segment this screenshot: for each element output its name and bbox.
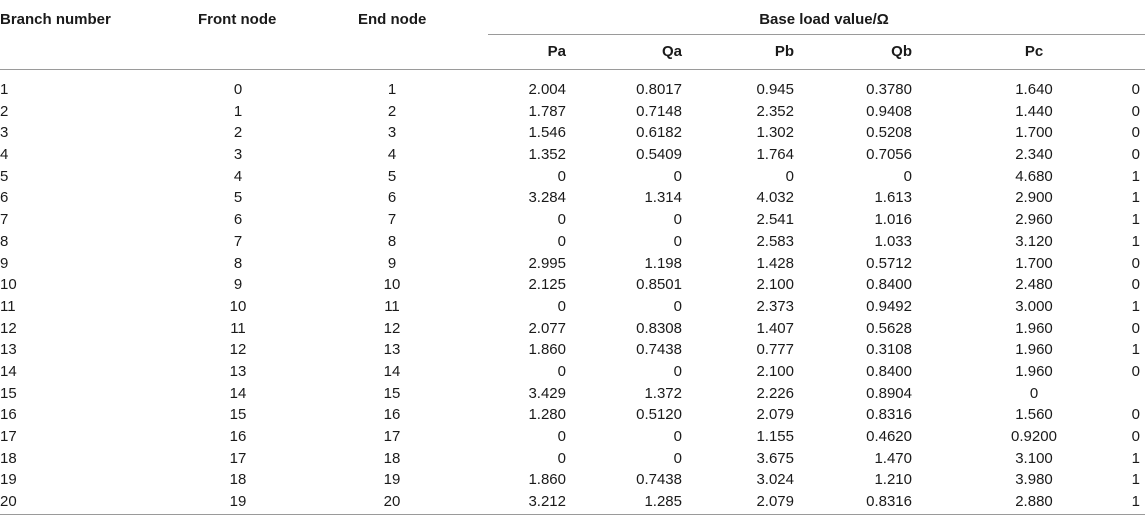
cell-branch-number: 20: [0, 493, 17, 511]
cell-end-node: 6: [387, 189, 397, 207]
cell-end-node: 5: [387, 167, 397, 185]
cell-pb: 4.032: [756, 189, 794, 207]
cell-qa: 0.5409: [636, 146, 682, 164]
cell-qb: 0.8400: [866, 276, 912, 294]
table-row: [0, 188, 1145, 210]
cell-extra: 0: [1131, 254, 1140, 272]
cell-front-node: 9: [233, 276, 243, 294]
cell-front-node: 7: [233, 232, 243, 250]
cell-pc: 3.000: [1015, 297, 1053, 315]
cell-extra: 0: [1131, 362, 1140, 380]
cell-branch-number: 13: [0, 341, 17, 359]
cell-pa: 3.429: [528, 384, 566, 402]
cell-pc: 0.9200: [1011, 428, 1057, 445]
group-underline: [488, 34, 1145, 35]
cell-extra: 0: [1131, 102, 1140, 120]
header-front-node: Front node: [198, 11, 277, 28]
cell-pc: 1.560: [1015, 406, 1053, 424]
cell-qa: 0.7438: [636, 471, 682, 489]
table-row: [0, 210, 1145, 232]
cell-branch-number: 2: [0, 102, 9, 120]
cell-qa: 0.8017: [636, 81, 682, 98]
cell-qb: 0.8316: [866, 493, 912, 511]
table-row: [0, 470, 1145, 492]
cell-front-node: 14: [229, 384, 247, 402]
cell-end-node: 7: [387, 211, 397, 229]
cell-end-node: 19: [383, 471, 401, 489]
table-row: [0, 384, 1145, 406]
cell-pa: 0: [557, 428, 566, 445]
cell-qb: 0.8400: [866, 362, 912, 380]
cell-qa: 0: [673, 428, 682, 445]
cell-branch-number: 9: [0, 254, 9, 272]
cell-extra: 0: [1131, 124, 1140, 142]
cell-pc: 1.700: [1015, 124, 1053, 142]
cell-qb: 1.016: [874, 211, 912, 229]
cell-qa: 1.285: [644, 493, 682, 511]
cell-branch-number: 7: [0, 211, 9, 229]
cell-extra: 1: [1131, 297, 1140, 315]
cell-branch-number: 4: [0, 146, 9, 164]
cell-qa: 1.314: [644, 189, 682, 207]
cell-front-node: 3: [233, 146, 243, 164]
table-row: [0, 427, 1145, 449]
cell-qa: 0: [673, 167, 682, 185]
cell-qa: 0: [673, 362, 682, 380]
cell-pa: 0: [557, 297, 566, 315]
cell-pb: 1.428: [756, 254, 794, 272]
cell-pb: 2.541: [756, 211, 794, 229]
cell-qa: 0: [673, 297, 682, 315]
cell-branch-number: 8: [0, 232, 9, 250]
table-row: [0, 405, 1145, 427]
cell-qa: 0.5120: [636, 406, 682, 424]
table-row: [0, 80, 1145, 102]
cell-front-node: 19: [229, 493, 247, 511]
cell-front-node: 1: [233, 102, 243, 120]
cell-end-node: 16: [383, 406, 401, 424]
cell-branch-number: 10: [0, 276, 17, 294]
cell-front-node: 11: [230, 319, 246, 337]
cell-pa: 1.787: [528, 102, 566, 120]
cell-front-node: 16: [229, 428, 247, 445]
cell-pb: 1.764: [756, 146, 794, 164]
cell-qb: 0.4620: [866, 428, 912, 445]
cell-pb: 2.100: [756, 362, 794, 380]
cell-pa: 2.995: [528, 254, 566, 272]
table-row: [0, 232, 1145, 254]
cell-pb: 1.302: [756, 124, 794, 142]
cell-front-node: 15: [229, 406, 247, 424]
cell-pb: 0: [785, 167, 794, 185]
cell-qb: 0.5208: [866, 124, 912, 142]
cell-qb: 0.8904: [866, 384, 912, 402]
cell-pb: 2.373: [756, 297, 794, 315]
cell-pb: 2.352: [756, 102, 794, 120]
cell-pc: 2.340: [1015, 146, 1053, 164]
cell-extra: 1: [1131, 189, 1140, 207]
cell-pb: 2.100: [756, 276, 794, 294]
table-body: [0, 80, 1145, 514]
cell-pb: 0.777: [756, 341, 794, 359]
cell-extra: 0: [1131, 146, 1140, 164]
cell-end-node: 9: [387, 254, 397, 272]
cell-end-node: 13: [383, 341, 401, 359]
cell-end-node: 2: [387, 102, 397, 120]
cell-pc: 3.120: [1015, 232, 1053, 250]
cell-pb: 3.024: [756, 471, 794, 489]
cell-qa: 0: [673, 232, 682, 250]
cell-pc: 1.640: [1015, 81, 1053, 98]
cell-end-node: 11: [384, 297, 400, 315]
cell-pa: 2.004: [528, 81, 566, 98]
cell-pa: 0: [557, 232, 566, 250]
table-row: [0, 492, 1145, 514]
cell-extra: 0: [1131, 81, 1140, 98]
cell-branch-number: 17: [0, 428, 17, 445]
cell-end-node: 17: [383, 428, 401, 445]
cell-pc: 3.980: [1015, 471, 1053, 489]
table-row: [0, 167, 1145, 189]
cell-pb: 2.226: [756, 384, 794, 402]
cell-qa: 0: [673, 449, 682, 467]
cell-pa: 0: [557, 167, 566, 185]
cell-end-node: 20: [383, 493, 401, 511]
cell-qb: 0.8316: [866, 406, 912, 424]
table-row: [0, 145, 1145, 167]
cell-pc: 3.100: [1015, 449, 1053, 467]
cell-end-node: 18: [383, 449, 401, 467]
cell-pc: 2.900: [1015, 189, 1053, 207]
cell-end-node: 14: [383, 362, 401, 380]
cell-pa: 1.860: [528, 471, 566, 489]
cell-pa: 0: [557, 449, 566, 467]
cell-front-node: 4: [233, 167, 243, 185]
cell-qb: 1.470: [874, 449, 912, 467]
cell-pc: 1.960: [1015, 341, 1053, 359]
cell-pa: 3.284: [528, 189, 566, 207]
cell-extra: 1: [1131, 341, 1140, 359]
cell-pa: 1.280: [528, 406, 566, 424]
cell-qb: 0.5712: [866, 254, 912, 272]
cell-front-node: 18: [229, 471, 247, 489]
cell-branch-number: 14: [0, 362, 17, 380]
cell-qb: 0.9408: [866, 102, 912, 120]
cell-extra: 0: [1131, 428, 1140, 445]
cell-qb: 1.613: [874, 189, 912, 207]
cell-branch-number: 1: [0, 81, 9, 98]
header-bottom-rule: [0, 69, 1145, 70]
cell-pb: 2.079: [756, 406, 794, 424]
cell-pc: 1.960: [1015, 319, 1053, 337]
cell-pc: 4.680: [1015, 167, 1053, 185]
cell-extra: 1: [1131, 232, 1140, 250]
cell-qa: 1.372: [644, 384, 682, 402]
cell-end-node: 8: [387, 232, 397, 250]
cell-qb: 0.3108: [866, 341, 912, 359]
cell-branch-number: 6: [0, 189, 9, 207]
cell-end-node: 12: [383, 319, 401, 337]
cell-pb: 3.675: [756, 449, 794, 467]
cell-qb: 0.9492: [866, 297, 912, 315]
table-row: [0, 102, 1145, 124]
cell-pa: 1.546: [528, 124, 566, 142]
cell-extra: 0: [1131, 276, 1140, 294]
cell-pc: 2.480: [1015, 276, 1053, 294]
cell-qb: 0: [903, 167, 912, 185]
cell-pa: 3.212: [528, 493, 566, 511]
cell-branch-number: 11: [0, 297, 16, 315]
header-base-load-group: Base load value/Ω: [759, 11, 889, 28]
table-row: [0, 340, 1145, 362]
cell-pb: 2.583: [756, 232, 794, 250]
cell-pa: 2.077: [528, 319, 566, 337]
cell-qa: 0.7438: [636, 341, 682, 359]
cell-front-node: 5: [233, 189, 243, 207]
cell-qb: 0.3780: [866, 81, 912, 98]
cell-pb: 0.945: [756, 81, 794, 98]
cell-branch-number: 5: [0, 167, 9, 185]
cell-qb: 0.7056: [866, 146, 912, 164]
table-row: [0, 449, 1145, 471]
header-qa: Qa: [661, 43, 682, 60]
cell-branch-number: 12: [0, 319, 17, 337]
table-row: [0, 254, 1145, 276]
header-qb: Qb: [891, 43, 912, 60]
header-pb: Pb: [774, 43, 794, 60]
cell-pc: 1.440: [1015, 102, 1053, 120]
cell-branch-number: 18: [0, 449, 17, 467]
cell-pa: 2.125: [528, 276, 566, 294]
cell-end-node: 3: [387, 124, 397, 142]
cell-front-node: 17: [229, 449, 247, 467]
cell-end-node: 1: [387, 81, 397, 98]
cell-end-node: 10: [383, 276, 401, 294]
header-pc: Pc: [1024, 43, 1044, 60]
cell-pb: 1.155: [756, 428, 794, 445]
cell-pc: 1.700: [1015, 254, 1053, 272]
cell-front-node: 8: [233, 254, 243, 272]
cell-front-node: 10: [229, 297, 247, 315]
cell-end-node: 15: [383, 384, 401, 402]
cell-branch-number: 15: [0, 384, 17, 402]
cell-pc: 1.960: [1015, 362, 1053, 380]
table-bottom-rule: [0, 514, 1145, 515]
table-header: [0, 0, 1145, 70]
cell-extra: 1: [1131, 471, 1140, 489]
table-row: [0, 275, 1145, 297]
cell-pc: 0: [1029, 384, 1039, 402]
cell-pb: 2.079: [756, 493, 794, 511]
table-row: [0, 319, 1145, 341]
cell-front-node: 12: [229, 341, 247, 359]
cell-branch-number: 3: [0, 124, 9, 142]
cell-qa: 0.6182: [636, 124, 682, 142]
header-end-node: End node: [358, 11, 427, 28]
cell-pc: 2.960: [1015, 211, 1053, 229]
cell-extra: 0: [1131, 319, 1140, 337]
cell-qb: 1.033: [874, 232, 912, 250]
table-row: [0, 362, 1145, 384]
cell-extra: 1: [1131, 493, 1140, 511]
cell-pa: 0: [557, 362, 566, 380]
cell-qa: 0.8308: [636, 319, 682, 337]
header-branch-number: Branch number: [0, 11, 111, 28]
cell-extra: 1: [1131, 449, 1140, 467]
cell-qb: 0.5628: [866, 319, 912, 337]
cell-branch-number: 16: [0, 406, 17, 424]
cell-end-node: 4: [387, 146, 397, 164]
header-pa: Pa: [547, 43, 566, 60]
cell-extra: 1: [1131, 211, 1140, 229]
cell-front-node: 6: [233, 211, 243, 229]
cell-pc: 2.880: [1015, 493, 1053, 511]
cell-front-node: 13: [229, 362, 247, 380]
table-row: [0, 297, 1145, 319]
cell-pa: 1.860: [528, 341, 566, 359]
cell-branch-number: 19: [0, 471, 17, 489]
cell-qa: 0: [673, 211, 682, 229]
cell-qa: 0.8501: [636, 276, 682, 294]
cell-extra: 1: [1131, 167, 1140, 185]
cell-front-node: 2: [233, 124, 243, 142]
cell-pa: 1.352: [528, 146, 566, 164]
cell-qa: 1.198: [644, 254, 682, 272]
cell-pb: 1.407: [756, 319, 794, 337]
cell-qa: 0.7148: [636, 102, 682, 120]
table-row: [0, 123, 1145, 145]
cell-front-node: 0: [233, 81, 243, 98]
cell-qb: 1.210: [874, 471, 912, 489]
cell-pa: 0: [557, 211, 566, 229]
cell-extra: 0: [1131, 406, 1140, 424]
